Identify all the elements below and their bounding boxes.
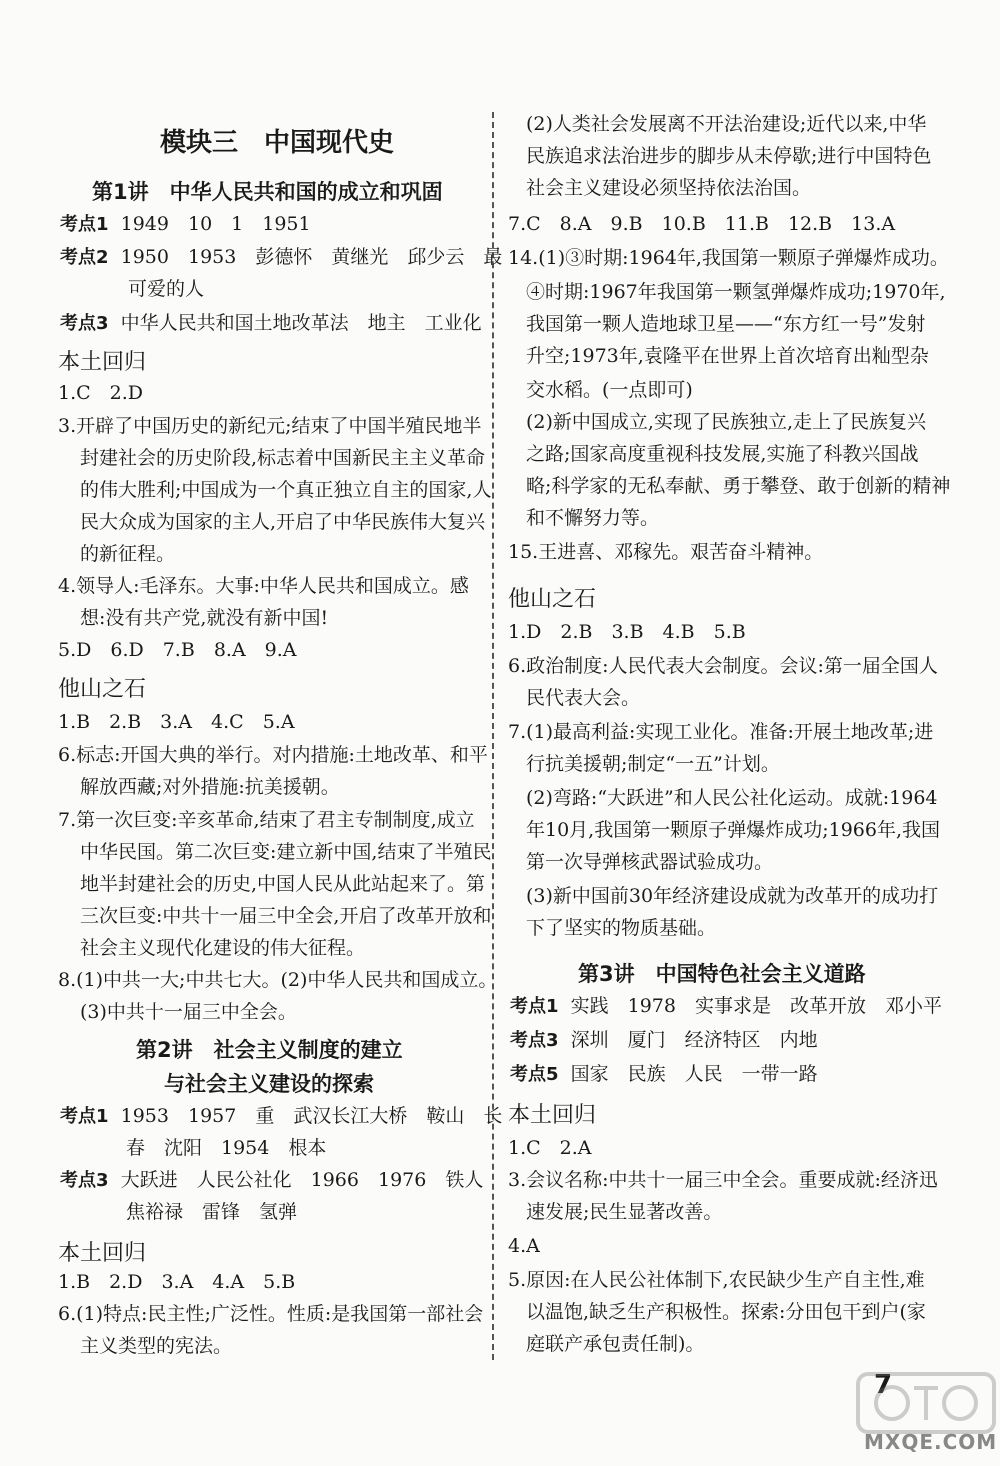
answer-line: 1.B 2.B 3.A 4.C 5.A [58,711,295,733]
answer-line: 三次巨变:中共十一届三中全会,开启了改革开放和 [80,905,492,927]
answer-line: 之路;国家高度重视科技发展,实施了科教兴国战 [526,443,919,465]
l1-kaodian2 [60,245,502,270]
answer-line: (3)中共十一届三中全会。 [80,1001,297,1023]
kaodian-text: 大跃进 人民公社化 1966 1976 铁人 [120,1169,484,1191]
answer-line: 我国第一颗人造地球卫星——“东方红一号”发射 [526,313,926,335]
lecture2-title: 第2讲 社会主义制度的建立 [136,1038,403,1062]
answer-line: 主义类型的宪法。 [80,1335,233,1357]
kaodian-label: 考点3 [60,1170,109,1191]
answer-line: 3.开辟了中国历史的新纪元;结束了中国半殖民地半 [58,415,482,437]
answer-line: 5.D 6.D 7.B 8.A 9.A [58,639,297,661]
answer-line: (2)弯路:“大跃进”和人民公社化运动。成就:1964 [526,787,938,809]
kaodian-label: 考点1 [60,1106,109,1127]
answer-line: 6.(1)特点:民主性;广泛性。性质:是我国第一部社会 [58,1303,484,1325]
kaodian-label: 考点1 [510,996,559,1017]
answer-line: 和不懈努力等。 [526,507,660,529]
module-title: 模块三 中国现代史 [160,128,395,158]
answer-line: 想:没有共产党,就没有新中国! [80,607,329,629]
answer-line: 解放西藏;对外措施:抗美援朝。 [80,776,340,798]
answer-line: 1.C 2.D [58,382,144,404]
answer-line: 庭联产承包责任制)。 [526,1333,705,1355]
lecture3-title: 第3讲 中国特色社会主义道路 [578,962,866,986]
l3-kaodian5 [510,1062,818,1087]
section-heading: 他山之石 [58,677,147,702]
answer-line: 4.A [508,1235,540,1257]
answer-line: 4.领导人:毛泽东。大事:中华人民共和国成立。感 [58,575,469,597]
l3-kaodian3 [510,1028,818,1053]
answer-line: 以温饱,缺乏生产积极性。探索:分田包干到户(家 [526,1301,926,1323]
answer-line: 中华民国。第二次巨变:建立新中国,结束了半殖民 [80,841,492,863]
l1-kaodian2-cont: 可爱的人 [128,278,205,300]
answer-line: 民大众成为国家的主人,开启了中华民族伟大复兴 [80,511,486,533]
answer-line: 封建社会的历史阶段,标志着中国新民主主义革命 [80,447,486,469]
answer-line: 地半封建社会的历史,中国人民从此站起来了。第 [80,873,486,895]
lecture1-title: 第1讲 中华人民共和国的成立和巩固 [92,180,443,204]
answer-line: 民代表大会。 [526,687,641,709]
answer-line: 年10月,我国第一颗原子弹爆炸成功;1966年,我国 [526,819,941,841]
l3-kaodian1 [510,994,942,1019]
answer-line: 6.政治制度:人民代表大会制度。会议:第一届全国人 [508,655,938,677]
answer-line: 社会主义现代化建设的伟大征程。 [80,937,366,959]
answer-line: 3.会议名称:中共十一届三中全会。重要成就:经济迅 [508,1169,938,1191]
kaodian-label: 考点3 [510,1030,559,1051]
answer-line: 行抗美援朝;制定“一五”计划。 [526,753,780,775]
answer-line: 5.原因:在人民公社体制下,农民缺少生产自主性,难 [508,1269,925,1291]
l2-kaodian3-cont: 焦裕禄 雷锋 氢弹 [126,1201,298,1223]
kaodian-text: 深圳 厦门 经济特区 内地 [570,1029,818,1051]
kaodian-text: 国家 民族 人民 一带一路 [570,1063,818,1085]
answer-line: 的新征程。 [80,543,176,565]
answer-line: 第一次导弹核武器试验成功。 [526,851,774,873]
watermark-text: MXQE.COM [864,1430,998,1454]
answer-line: 7.第一次巨变:辛亥革命,结束了君主专制制度,成立 [58,809,475,831]
answer-line: 14.(1)③时期:1964年,我国第一颗原子弹爆炸成功。 [508,247,949,269]
answer-line: 1.D 2.B 3.B 4.B 5.B [508,621,746,643]
answer-line: ④时期:1967年我国第一颗氢弹爆炸成功;1970年, [526,281,946,303]
kaodian-text: 实践 1978 实事求是 改革开放 邓小平 [570,995,942,1017]
answer-line: 社会主义建设必须坚持依法治国。 [526,177,812,199]
section-heading: 他山之石 [508,587,597,612]
l1-kaodian1 [60,212,311,237]
l2-kaodian1 [60,1104,502,1129]
answer-line: 1.C 2.A [508,1137,592,1159]
answer-line: 7.(1)最高利益:实现工业化。准备:开展土地改革;进 [508,721,934,743]
kaodian-label: 考点5 [510,1064,559,1085]
section-heading: 本土回归 [58,350,147,375]
answer-line: 略;科学家的无私奉献、勇于攀登、敢于创新的精神 [526,475,951,497]
kaodian-text: 中华人民共和国土地改革法 地主 工业化 [120,312,482,334]
kaodian-text: 1950 1953 彭德怀 黄继光 邱少云 最 [120,246,503,268]
l1-kaodian3 [60,311,482,336]
answer-line: 6.标志:开国大典的举行。对内措施:土地改革、和平 [58,744,488,766]
l2-kaodian3 [60,1168,483,1193]
answer-line: 民族追求法治进步的脚步从未停歇;进行中国特色 [526,145,932,167]
answer-line: 升空;1973年,袁隆平在世界上首次培育出籼型杂 [526,345,929,367]
answer-line: 的伟大胜利;中国成为一个真正独立自主的国家,人 [80,479,492,501]
section-heading: 本土回归 [58,1241,147,1266]
answer-line: 7.C 8.A 9.B 10.B 11.B 12.B 13.A [508,213,896,235]
kaodian-label: 考点2 [60,247,109,268]
answer-line: 交水稻。(一点即可) [526,379,693,401]
answer-line: 8.(1)中共一大;中共七大。(2)中华人民共和国成立。 [58,969,498,991]
answer-line: 速发展;民生显著改善。 [526,1201,723,1223]
column-divider [492,112,494,1360]
kaodian-label: 考点3 [60,313,109,334]
lecture2-subtitle: 与社会主义建设的探索 [164,1072,374,1096]
kaodian-label: 考点1 [60,214,109,235]
answer-line: (3)新中国前30年经济建设成就为改革开的成功打 [526,885,939,907]
answer-line: (2)新中国成立,实现了民族独立,走上了民族复兴 [526,411,926,433]
answer-line: (2)人类社会发展离不开法治建设;近代以来,中华 [526,113,927,135]
kaodian-text: 1949 10 1 1951 [120,213,311,235]
kaodian-text: 1953 1957 重 武汉长江大桥 鞍山 长 [120,1105,503,1127]
page-number: 7 [874,1370,893,1400]
l2-kaodian1-cont: 春 沈阳 1954 根本 [126,1137,327,1159]
section-heading: 本土回归 [508,1103,597,1128]
answer-line: 15.王进喜、邓稼先。艰苦奋斗精神。 [508,541,824,563]
answer-line: 下了坚实的物质基础。 [526,917,717,939]
answer-line: 1.B 2.D 3.A 4.A 5.B [58,1271,296,1293]
